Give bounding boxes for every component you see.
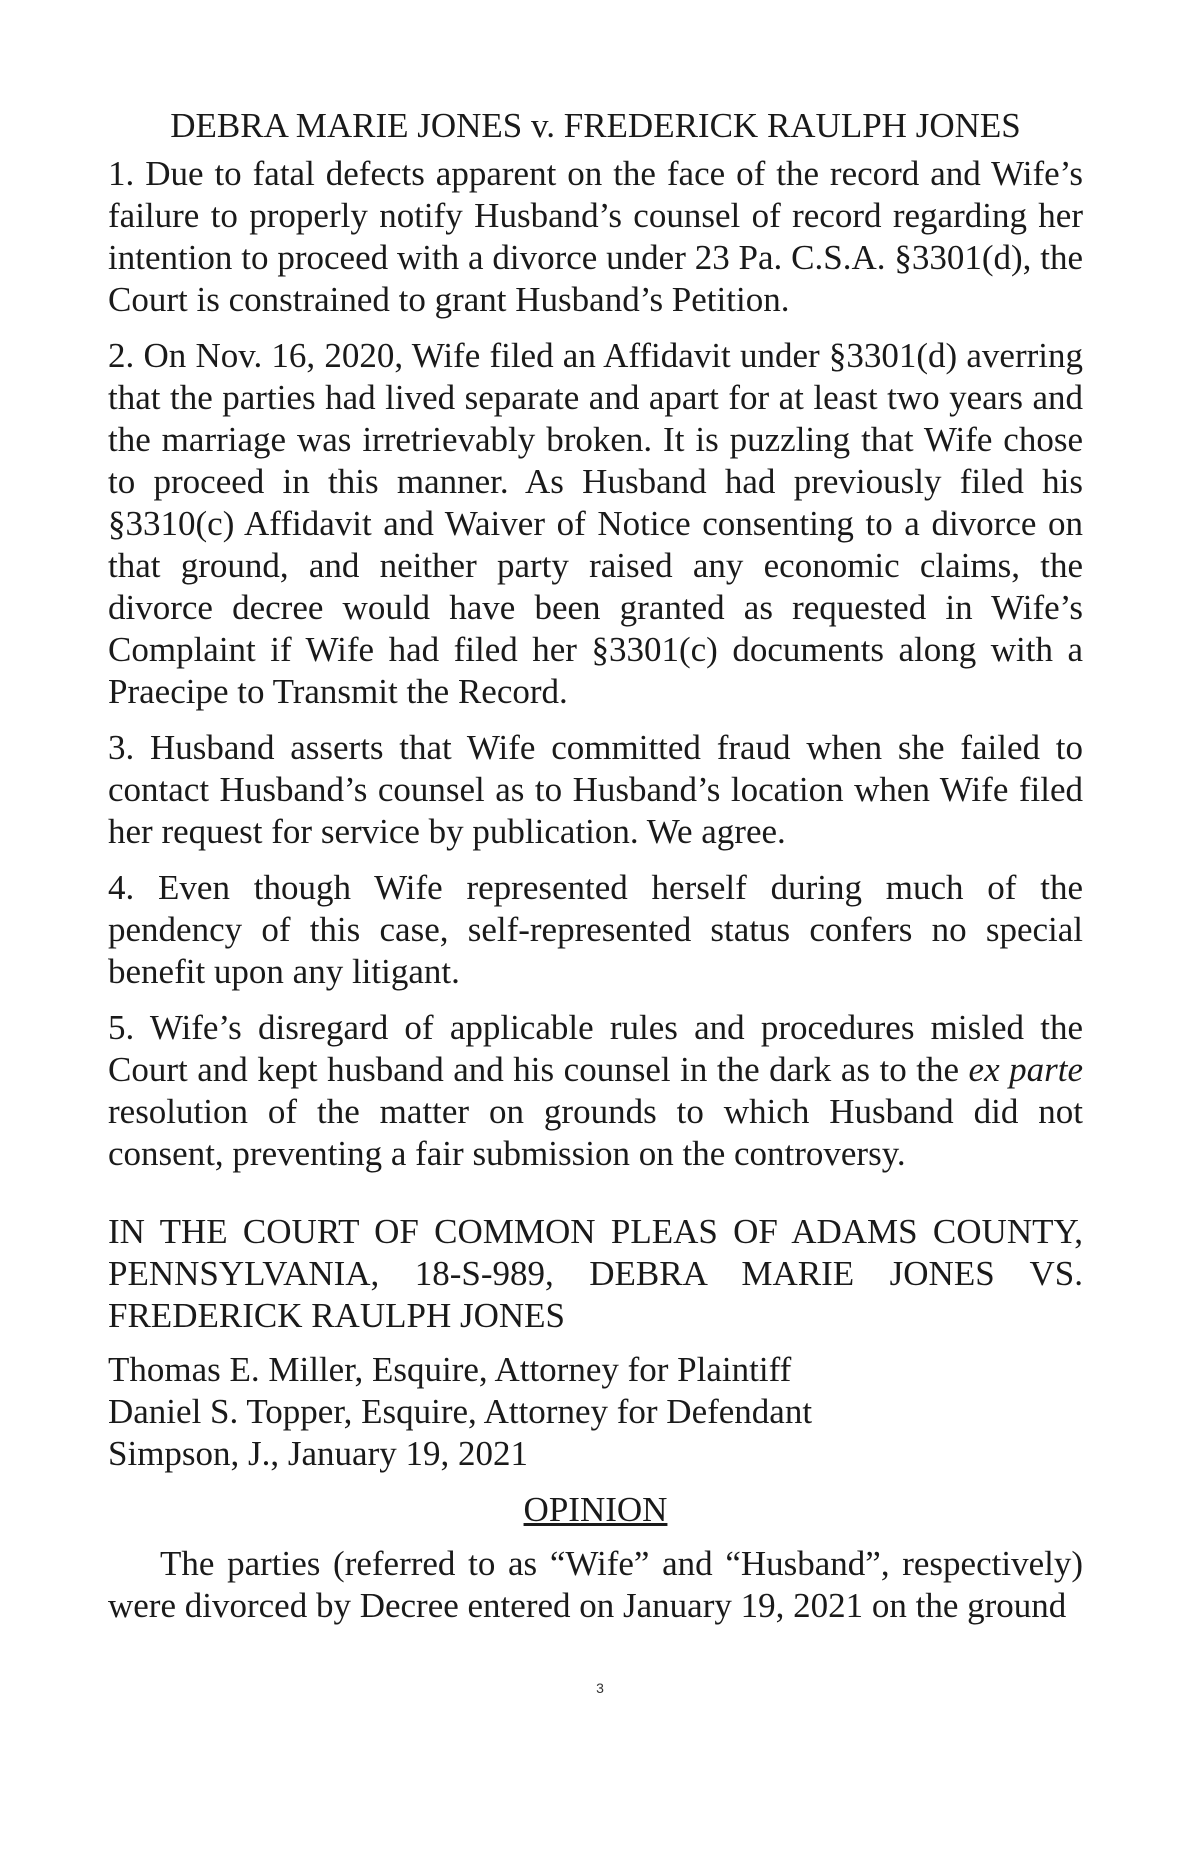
judge-and-date: Simpson, J., January 19, 2021	[108, 1434, 528, 1473]
opinion-heading: OPINION	[523, 1490, 668, 1529]
court-heading: IN THE COURT OF COMMON PLEAS OF ADAMS COUNTY, PENNSYLVANIA, 18-S-989, DEBRA MARIE JONES VS. FREDERICK RAULPH JONES	[108, 1212, 1083, 1335]
headnote-5-text-before: 5. Wife’s disregard of applicable rules and procedures misled the Court and kept husband and his counsel in the dark as to the	[108, 1008, 1083, 1089]
case-caption: DEBRA MARIE JONES v. FREDERICK RAULPH JONES	[170, 106, 1021, 145]
headnote-3: 3. Husband asserts that Wife committed fraud when she failed to contact Husband’s counsel as to Husband’s location when Wife filed her request for service by publication. We agree.	[108, 728, 1083, 851]
headnote-5-italic-term: ex parte	[968, 1050, 1083, 1089]
opinion-paragraph: The parties (referred to as “Wife” and “Husband”, respectively) were divorced by Decree entered on January 19, 2021 on the ground	[108, 1544, 1083, 1625]
headnote-4: 4. Even though Wife represented herself during much of the pendency of this case, self-represented status confers no special benefit upon any litigant.	[108, 868, 1083, 991]
document-page	[108, 105, 1083, 1627]
counsel-block	[108, 1349, 1083, 1475]
headnote-2: 2. On Nov. 16, 2020, Wife filed an Affidavit under §3301(d) averring that the parties had lived separate and apart for at least two years and the marriage was irretrievably broken. It is puzzling that Wife chose to proceed in this manner. As Husband had previously filed his §3310(c) Affidavit and Waiver of Notice consenting to a divorce on that ground, and neither party raised any economic claims, the divorce decree would have been granted as requested in Wife’s Complaint if Wife had filed her §3301(c) documents along with a Praecipe to Transmit the Record.	[108, 336, 1083, 711]
plaintiff-counsel: Thomas E. Miller, Esquire, Attorney for Plaintiff	[108, 1350, 792, 1389]
headnote-5	[108, 1007, 1083, 1175]
headnote-1: 1. Due to fatal defects apparent on the face of the record and Wife’s failure to properly notify Husband’s counsel of record regarding her intention to proceed with a divorce under 23 Pa. C.S.A. §3301(d), the Court is constrained to grant Husband’s Petition.	[108, 154, 1083, 319]
page-number: 3	[596, 1680, 604, 1696]
defendant-counsel: Daniel S. Topper, Esquire, Attorney for Defendant	[108, 1392, 813, 1431]
headnote-5-text-after: resolution of the matter on grounds to which Husband did not consent, preventing a fair submission on the controversy.	[108, 1092, 1083, 1173]
